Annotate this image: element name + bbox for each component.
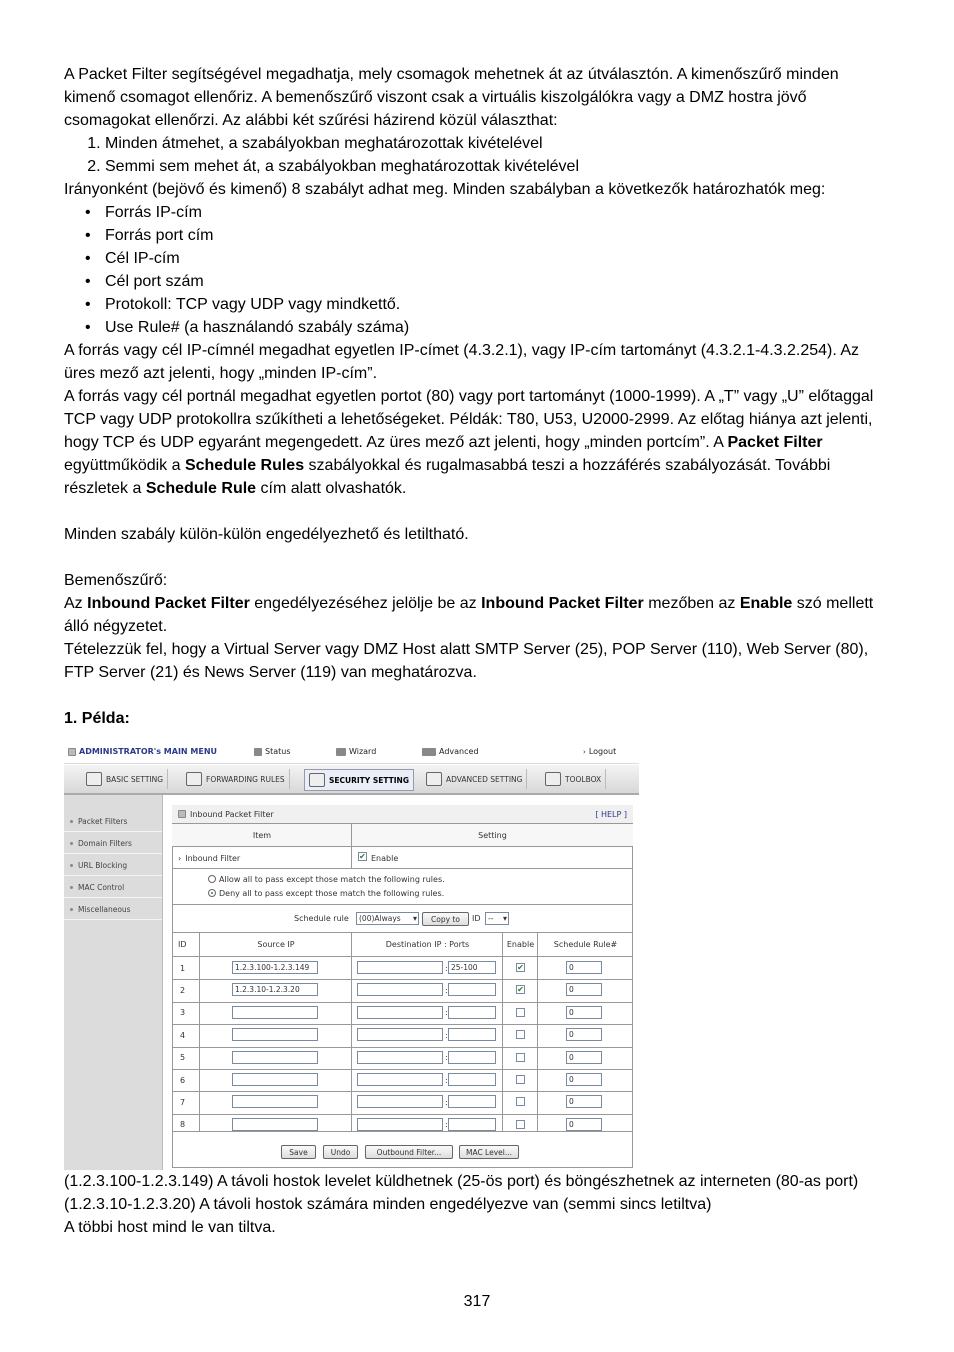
- tab-forwarding-rules[interactable]: [182, 769, 290, 789]
- field-item: • Cél IP-cím: [105, 247, 894, 270]
- id-label: ID: [472, 913, 481, 923]
- divider: [172, 904, 633, 905]
- rule-enable-checkbox[interactable]: [516, 1097, 525, 1106]
- panel-header: [172, 805, 633, 824]
- inbound-filter-row-label: [178, 847, 348, 869]
- port-input[interactable]: 25-100: [448, 961, 496, 974]
- divider: [172, 868, 633, 869]
- status-link[interactable]: [254, 747, 291, 756]
- row-divider: [172, 1047, 633, 1048]
- tab-label: TOOLBOX: [565, 774, 602, 784]
- wizard-icon: [336, 748, 346, 756]
- field-item: • Use Rule# (a használandó szabály száma): [105, 316, 894, 339]
- divider: [199, 933, 200, 1131]
- rule-enable-checkbox[interactable]: ✔: [517, 985, 524, 995]
- toggle-paragraph: Minden szabály külön-külön engedélyezhető és letiltható.: [64, 526, 469, 543]
- toolbox-icon: [545, 772, 561, 786]
- save-button[interactable]: Save: [281, 1145, 316, 1159]
- basic-setting-icon: [86, 772, 102, 786]
- panel-title: Inbound Packet Filter: [190, 809, 274, 819]
- field-item: • Cél port szám: [105, 270, 894, 293]
- destination-ip-input[interactable]: [357, 1028, 443, 1041]
- logout-label: Logout: [588, 747, 617, 756]
- router-screenshot: [64, 744, 639, 1170]
- rule-enable-checkbox[interactable]: ✔: [517, 963, 524, 972]
- bold-run: 1. Példa:: [64, 710, 130, 727]
- rule-id: 7: [180, 1098, 186, 1108]
- divider: [351, 933, 352, 1131]
- wizard-link[interactable]: [336, 747, 376, 756]
- schedule-rule-input[interactable]: 0: [566, 1095, 602, 1108]
- menu-icon: [68, 748, 76, 756]
- ip-paragraph: A forrás vagy cél IP-címnél megadhat egyetlen IP-címet (4.3.2.1), vagy IP-cím tartományt (4.3.2.1-4.3.2.254). Az üres mező azt jelenti, hogy „minden IP-cím”.: [64, 342, 860, 382]
- bold-run: Packet Filter: [727, 434, 823, 451]
- rule-enable-checkbox[interactable]: [516, 1075, 525, 1084]
- port-separator: :: [445, 1075, 448, 1085]
- port-input[interactable]: [448, 1051, 496, 1064]
- port-separator: :: [445, 1008, 448, 1018]
- deny-radio[interactable]: [208, 889, 216, 897]
- rule-id: 6: [180, 1075, 186, 1085]
- enable-column-header: Enable: [506, 940, 535, 949]
- policy-item: 1. Minden átmehet, a szabályokban meghatározottak kivételével: [105, 132, 894, 155]
- status-label: Status: [265, 747, 291, 756]
- row-divider: [172, 1069, 633, 1070]
- schedule-rule-input[interactable]: 0: [566, 983, 602, 996]
- text-run: szabályokkal és rugalmasabbá teszi a hozzáférés szabályozását. További részletek a: [64, 457, 831, 497]
- top-nav: [64, 744, 639, 764]
- rule-id: 3: [180, 1008, 186, 1018]
- tab-toolbox[interactable]: [541, 769, 606, 789]
- policy-item: 2. Semmi sem mehet át, a szabályokban meghatározottak kivételével: [105, 155, 894, 178]
- allow-radio[interactable]: [208, 875, 216, 883]
- tab-basic-setting[interactable]: [82, 769, 168, 789]
- divider: [502, 933, 503, 1131]
- intro-paragraph: A Packet Filter segítségével megadhatja, mely csomagok mehetnek át az útválasztón. A kimenőszűrő minden kimenő csomagot ellenőriz. A bemenőszűrő viszont csak a virtuális kiszolgálókra vagy a DMZ hostra jövő csomagokat ellenőrzi. Az alábbi két szűrési házirend közül választhat:: [64, 66, 839, 129]
- divider: [537, 933, 538, 1131]
- destination-ip-input[interactable]: [357, 1118, 443, 1131]
- main-menu-link[interactable]: [68, 747, 217, 756]
- security-icon: [309, 773, 325, 787]
- forwarding-icon: [186, 772, 202, 786]
- destination-ip-input[interactable]: [357, 983, 443, 996]
- arrow-right-icon: ›: [178, 853, 182, 863]
- divider: [351, 824, 352, 869]
- deny-rule-label: Deny all to pass except those match the following rules.: [219, 888, 445, 898]
- port-input[interactable]: [448, 983, 496, 996]
- port-separator: :: [445, 1120, 448, 1130]
- document-body: [64, 63, 894, 730]
- sidebar: [64, 795, 163, 1170]
- source-ip-input[interactable]: [232, 1073, 318, 1086]
- advanced-icon: [422, 748, 436, 756]
- id-column-header: ID: [178, 940, 187, 949]
- tab-security-setting[interactable]: [304, 769, 414, 791]
- undo-button[interactable]: Undo: [323, 1145, 358, 1159]
- port-separator: :: [445, 1030, 448, 1040]
- tab-advanced-setting[interactable]: [422, 769, 527, 789]
- source-ip-input[interactable]: [232, 1095, 318, 1108]
- source-ip-input[interactable]: [232, 1028, 318, 1041]
- schedule-rule-input[interactable]: 0: [566, 961, 602, 974]
- port-input[interactable]: [448, 1006, 496, 1019]
- field-item: • Forrás port cím: [105, 224, 894, 247]
- caption-line: (1.2.3.10-1.2.3.20) A távoli hostok számára minden engedélyezve van (semmi sincs letiltva): [64, 1196, 712, 1213]
- assume-paragraph: Tételezzük fel, hogy a Virtual Server vagy DMZ Host alatt SMTP Server (25), POP Server (110), Web Server (80), FTP Server (21) és News Server (119) van meghatározva.: [64, 641, 869, 681]
- inbound-heading: Bemenőszűrő:: [64, 572, 168, 589]
- text-run: együttműködik a: [64, 457, 185, 474]
- inbound-filter-label: Inbound Filter: [185, 853, 241, 863]
- advanced-setting-icon: [426, 772, 442, 786]
- rule-enable-checkbox[interactable]: [516, 1008, 525, 1017]
- bold-run: Enable: [739, 595, 793, 612]
- rule-id: 8: [180, 1120, 186, 1130]
- policy-list: [64, 132, 894, 178]
- schedule-rule-input[interactable]: 0: [566, 1051, 602, 1064]
- source-ip-input[interactable]: 1.2.3.100-1.2.3.149: [232, 961, 318, 974]
- wizard-label: Wizard: [349, 747, 377, 756]
- copy-to-button[interactable]: Copy to: [422, 912, 469, 926]
- enable-label: Enable: [371, 853, 399, 863]
- port-separator: :: [445, 1098, 448, 1108]
- port-input[interactable]: [448, 1073, 496, 1086]
- port-separator: :: [445, 986, 448, 996]
- field-item: • Protokoll: TCP vagy UDP vagy mindkettő.: [105, 293, 894, 316]
- rule-id: 1: [180, 963, 186, 973]
- mac-level-button[interactable]: MAC Level...: [459, 1145, 519, 1159]
- row-divider: [172, 1091, 633, 1092]
- source-ip-input[interactable]: [232, 1006, 318, 1019]
- sidebar-item-miscellaneous[interactable]: Miscellaneous: [64, 899, 162, 920]
- bold-run: Schedule Rule: [145, 480, 257, 497]
- field-item: • Forrás IP-cím: [105, 201, 894, 224]
- source-ip-input[interactable]: 1.2.3.10-1.2.3.20: [232, 983, 318, 996]
- page-number: 317: [463, 1293, 491, 1310]
- divider: [172, 956, 633, 957]
- setting-column-header: Setting: [352, 824, 633, 846]
- bold-run: Inbound Packet Filter: [87, 595, 250, 612]
- tab-label: SECURITY SETTING: [329, 775, 409, 785]
- field-list: [64, 201, 894, 339]
- source-ip-input[interactable]: [232, 1051, 318, 1064]
- deny-rule-option[interactable]: [208, 887, 444, 899]
- panel-icon: [178, 810, 186, 818]
- caption-block: [64, 1170, 894, 1239]
- inbound-paragraph: [64, 592, 894, 638]
- id-select[interactable]: -- ▾: [485, 912, 509, 925]
- destination-column-header: Destination IP : Ports: [385, 940, 470, 949]
- tab-label: ADVANCED SETTING: [446, 774, 523, 784]
- sidebar-item-domain-filters[interactable]: Domain Filters: [64, 833, 162, 854]
- sidebar-item-url-blocking[interactable]: URL Blocking: [64, 855, 162, 876]
- source-ip-column-header: Source IP: [257, 940, 295, 949]
- schedule-rule-input[interactable]: 0: [566, 1028, 602, 1041]
- port-input[interactable]: [448, 1095, 496, 1108]
- text-run: cím alatt olvashatók.: [256, 480, 407, 497]
- status-icon: [254, 748, 262, 756]
- tab-label: BASIC SETTING: [106, 774, 164, 784]
- row-divider: [172, 1114, 633, 1115]
- allow-rule-option[interactable]: [208, 873, 445, 885]
- rule-enable-checkbox[interactable]: [516, 1030, 525, 1039]
- port-separator: :: [445, 1053, 448, 1063]
- bold-run: Inbound Packet Filter: [481, 595, 644, 612]
- outbound-filter-button[interactable]: Outbound Filter...: [365, 1145, 453, 1159]
- caption-line: A többi host mind le van tiltva.: [64, 1219, 276, 1236]
- help-link[interactable]: [ HELP ]: [595, 809, 627, 819]
- text-run: engedélyezéséhez jelölje be az: [249, 595, 482, 612]
- sidebar-item-mac-control[interactable]: MAC Control: [64, 877, 162, 898]
- main-menu-label: ADMINISTRATOR's MAIN MENU: [79, 747, 218, 756]
- text-run: mezőben az: [643, 595, 740, 612]
- schedule-rule-input[interactable]: 0: [566, 1073, 602, 1086]
- row-divider: [172, 979, 633, 980]
- tab-label: FORWARDING RULES: [206, 774, 285, 784]
- inbound-enable-checkbox[interactable]: ✔: [359, 852, 366, 861]
- divider: [172, 1131, 633, 1132]
- port-input[interactable]: [448, 1118, 496, 1131]
- arrow-right-icon: ›: [583, 747, 586, 756]
- rule-id: 5: [180, 1053, 186, 1063]
- rule-enable-checkbox[interactable]: [516, 1053, 525, 1062]
- schedule-rule-column-header: Schedule Rule#: [553, 940, 618, 949]
- schedule-rule-input[interactable]: 0: [566, 1006, 602, 1019]
- schedule-select[interactable]: (00)Always ▾: [356, 912, 419, 925]
- text-run: szó mellett álló négyzetet.: [64, 595, 874, 635]
- port-paragraph: [64, 385, 894, 500]
- destination-ip-input[interactable]: [357, 1051, 443, 1064]
- text-run: A forrás vagy cél portnál megadhat egyetlen portot (80) vagy port tartományt (1000-1999). A „T” vagy „U” előtaggal TCP vagy UDP protokollra szűkítheti a lehetőségeket. Példák: T80, U53, U2000-2999. Az előtag hiánya azt jelenti, hogy TCP és UDP egyaránt megengedett. Az üres mező azt jelenti, hogy „minden portcím”. A: [64, 388, 874, 451]
- rule-enable-checkbox[interactable]: [516, 1120, 525, 1129]
- sidebar-item-packet-filters[interactable]: Packet Filters: [64, 811, 162, 832]
- text-run: Az: [64, 595, 88, 612]
- row-divider: [172, 1024, 633, 1025]
- logout-link[interactable]: [583, 747, 616, 756]
- destination-ip-input[interactable]: [357, 1073, 443, 1086]
- tab-bar: [64, 765, 639, 795]
- caption-line: (1.2.3.100-1.2.3.149) A távoli hostok levelet küldhetnek (25-ös port) és böngészhetnek az interneten (80-as port): [64, 1173, 859, 1190]
- row-divider: [172, 1002, 633, 1003]
- rules-paragraph: Irányonként (bejövő és kimenő) 8 szabályt adhat meg. Minden szabályban a következők határozhatók meg:: [64, 181, 826, 198]
- source-ip-input[interactable]: [232, 1118, 318, 1131]
- schedule-label: Schedule rule: [294, 913, 349, 923]
- rule-id: 2: [180, 986, 186, 996]
- destination-ip-input[interactable]: [357, 1095, 443, 1108]
- rule-id: 4: [180, 1030, 186, 1040]
- port-input[interactable]: [448, 1028, 496, 1041]
- destination-ip-input[interactable]: [357, 1006, 443, 1019]
- example-heading: [64, 707, 894, 730]
- destination-ip-input[interactable]: [357, 961, 443, 974]
- advanced-link[interactable]: [422, 747, 479, 756]
- port-separator: :: [445, 963, 448, 973]
- advanced-label: Advanced: [439, 747, 479, 756]
- allow-rule-label: Allow all to pass except those match the following rules.: [219, 874, 445, 884]
- bold-run: Schedule Rules: [184, 457, 305, 474]
- schedule-rule-input[interactable]: 0: [566, 1118, 602, 1131]
- item-column-header: Item: [172, 824, 352, 846]
